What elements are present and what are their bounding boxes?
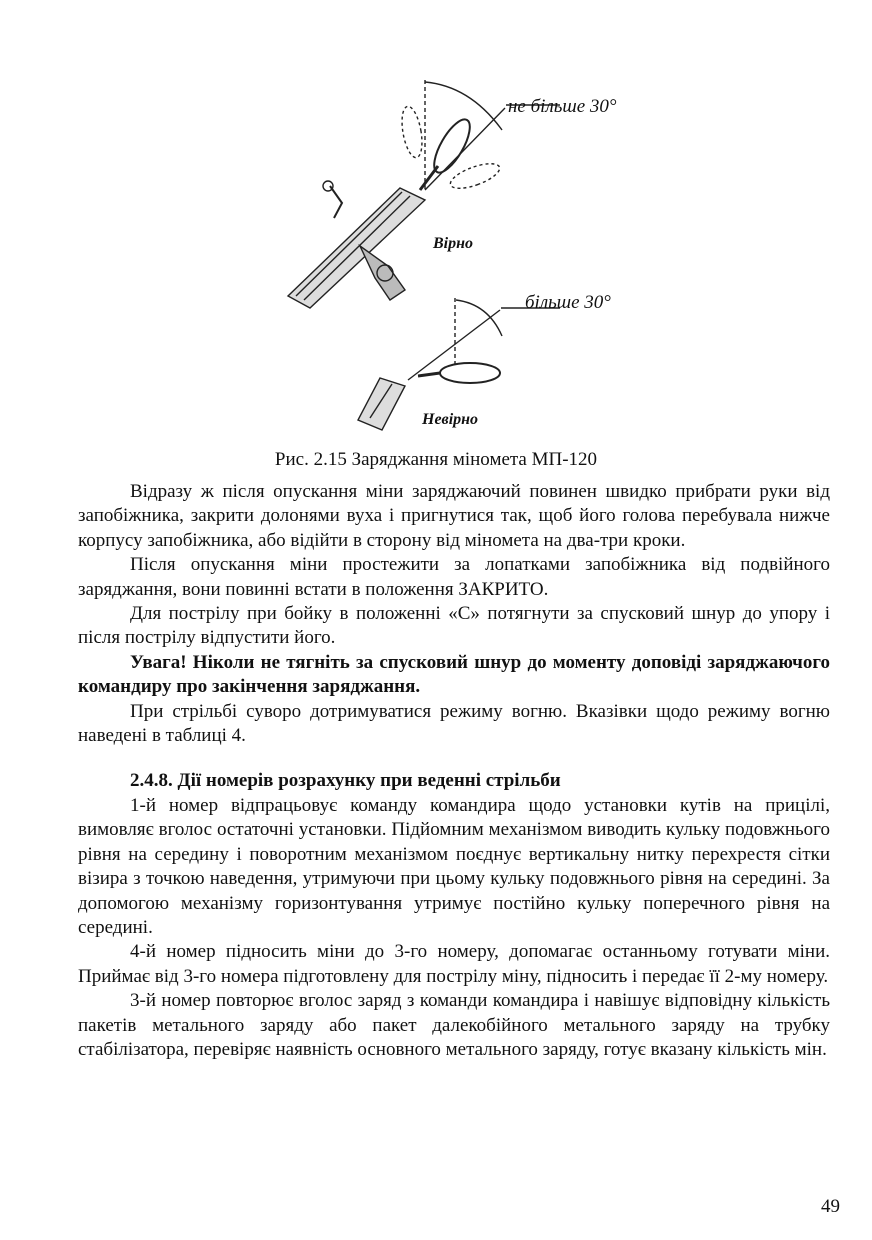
page-number: 49 [821,1196,840,1217]
paragraph: Відразу ж після опускання міни заряджаючий повинен швидко прибрати руки від запобіжника, закрити долонями вуха і пригнутися так, щоб його голова перебувала нижче корпусу запобіжника, або відійти в сторону від міномета на два-три кроки. [78,481,830,551]
body-text [78,480,830,1062]
section-heading: 2.4.8. Дії номерів розрахунку при веденні стрільби [130,770,561,792]
paragraph: Для пострілу при бойку в положенні «С» потягнути за спусковий шнур до упору і після пострілу відпустити його. [78,603,830,649]
angle-label-max: не більше 30° [508,96,617,117]
figure-caption: Рис. 2.15 Заряджання міномета МП-120 [274,449,598,470]
figure-mortar-loading [270,68,640,448]
angle-label-over: більше 30° [525,292,611,313]
label-wrong: Невірно [422,411,479,428]
paragraph: 1-й номер відпрацьовує команду командира щодо установки кутів на прицілі, вимовляє вголос остаточні установки. Підйомним механізмом виводить кульку подовжнього рівня на середину і поворотним механізмом поєднує вертикальну нитку перехрестя сітки візира з точкою наведення, утримуючи при цьому кульку подовжнього рівня на середині. За допомогою механізму горизонтування утримує постійно кульку поперечного рівня на середині. [78,794,830,938]
paragraph: При стрільбі суворо дотримуватися режиму вогню. Вказівки щодо режиму вогню наведені в таблиці 4. [78,700,830,747]
mortar-loading-illustration [270,68,640,448]
paragraph: 3-й номер повторює вголос заряд з команди командира і навішує відповідну кількість пакетів метального заряду або пакет далекобійного метального заряду на трубку стабілізатора, перевіряє наявність основного метального заряду, готує вказану кількість мін. [78,990,830,1060]
warning-paragraph: Увага! Ніколи не тягніть за спусковий шнур до моменту доповіді заряджаючого командиру про закінчення заряджання. [78,651,830,698]
label-correct: Вірно [433,235,473,252]
paragraph: 4-й номер підносить міни до 3-го номеру, допомагає останньому готувати міни. Приймає від 3-го номера підготовлену для пострілу міну, підносить і передає її 2-му номеру. [78,941,830,987]
paragraph: Після опускання міни простежити за лопатками запобіжника від подвійного заряджання, вони повинні встати в положення ЗАКРИТО. [78,554,830,600]
